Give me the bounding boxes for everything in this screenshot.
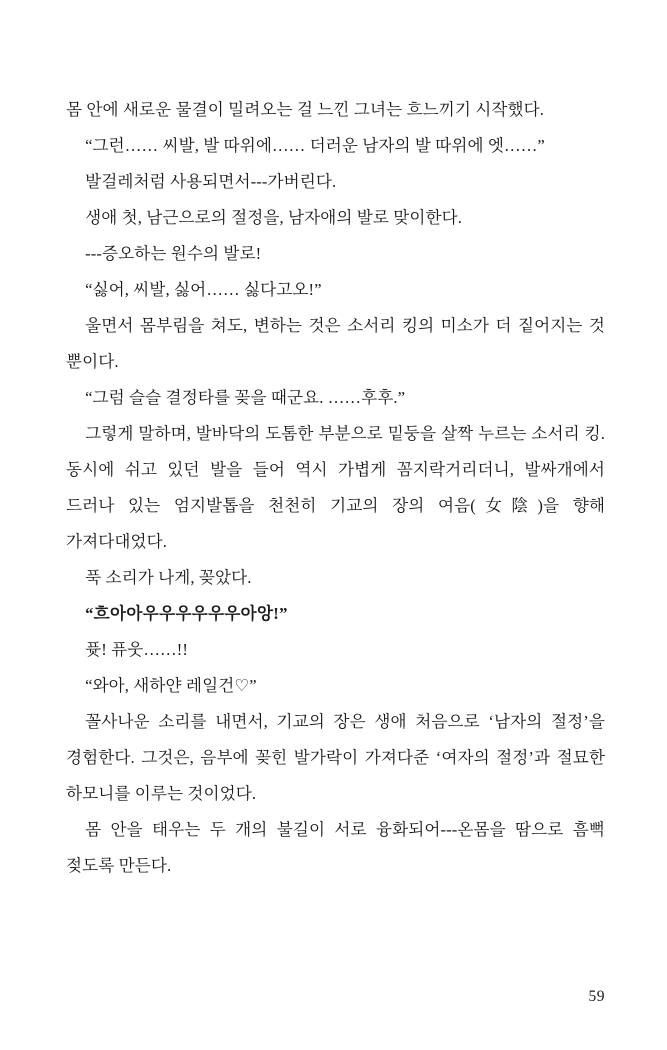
paragraph: 몸 안을 태우는 두 개의 불길이 서로 융화되어---온몸을 땀으로 흠뻑 젖도록 만든다. [66,820,605,875]
page-body [66,92,605,884]
paragraph: ---증오하는 원수의 발로! [85,244,262,263]
paragraph: “그런…… 씨발, 발 따위에…… 더러운 남자의 발 따위에 엣……” [85,136,545,155]
paragraph: 발걸레처럼 사용되면서---가버린다. [85,172,337,191]
paragraph: 퓻! 퓨웃……!! [85,640,188,659]
paragraph-emphasis: “흐아아우우우우우우아앙!” [85,604,288,623]
paragraph: 생애 첫, 남근으로의 절정을, 남자애의 발로 맞이한다. [85,208,463,227]
paragraph: 꼴사나운 소리를 내면서, 기교의 장은 생애 처음으로 ‘남자의 절정’을 경험한다. 그것은, 음부에 꽂힌 발가락이 가져다준 ‘여자의 절정’과 절묘한 하모니를 이루는 것이었다. [66,712,605,803]
paragraph: 울면서 몸부림을 쳐도, 변하는 것은 소서리 킹의 미소가 더 짙어지는 것 뿐이다. [66,316,605,371]
page-number: 59 [588,988,605,1005]
paragraph: “와아, 새하얀 레일건♡” [85,676,257,695]
paragraph: 푹 소리가 나게, 꽂았다. [85,568,252,587]
paragraph: “그럼 슬슬 결정타를 꽂을 때군요. ……후후.” [85,388,406,407]
paragraph: “싫어, 씨발, 싫어…… 싫다고오!” [85,280,322,299]
paragraph: 그렇게 말하며, 발바닥의 도톰한 부분으로 밑둥을 살짝 누르는 소서리 킹. 동시에 쉬고 있던 발을 들어 역시 가볍게 꼼지락거리더니, 발싸개에서 드러나 있는 엄지발톱을 천천히 기교의 장의 여음(女陰)을 향해 가져다대었다. [66,424,605,551]
paragraph: 몸 안에 새로운 물결이 밀려오는 걸 느낀 그녀는 흐느끼기 시작했다. [66,100,544,119]
